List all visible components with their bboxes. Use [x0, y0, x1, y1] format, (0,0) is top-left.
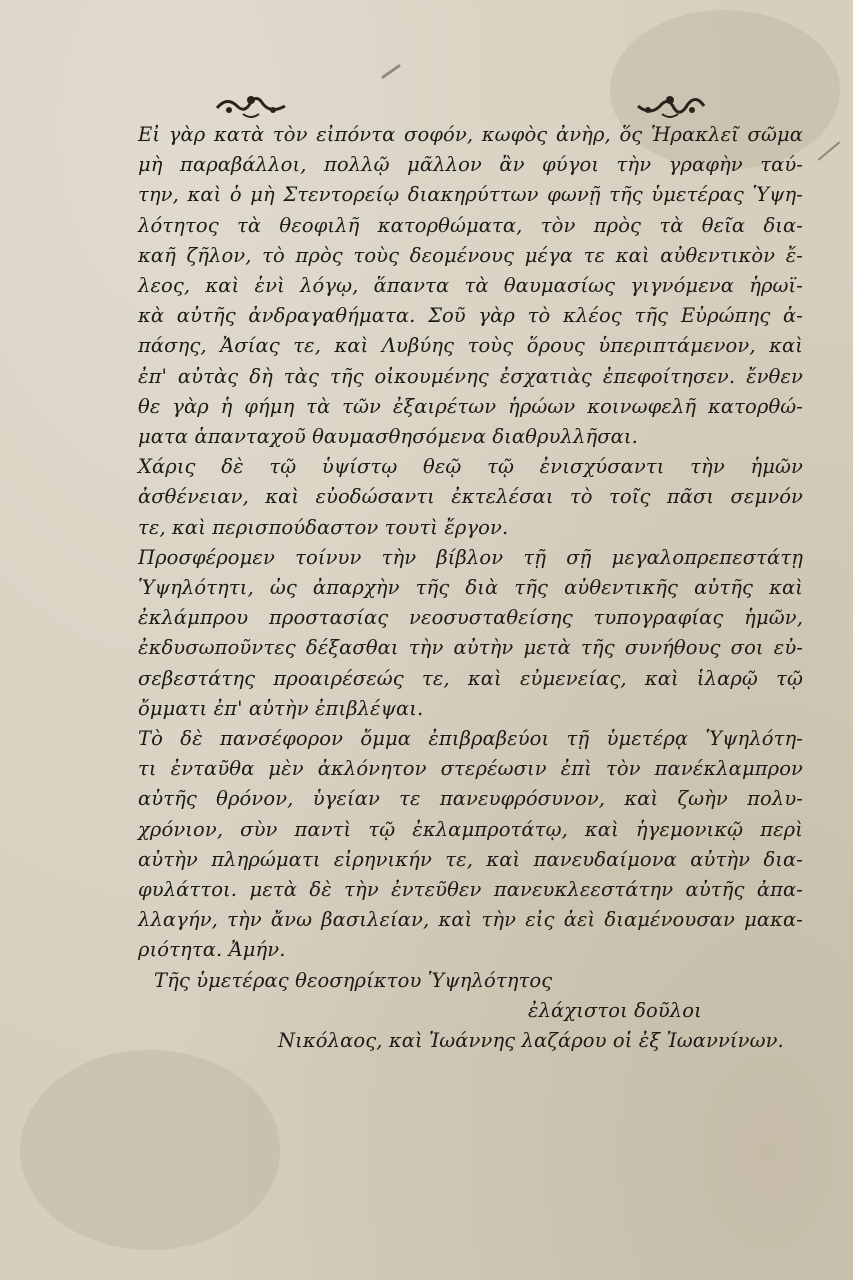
text-line: την, καὶ ὁ μὴ Στεντορείῳ διακηρύττων φωνῇ τῆς ὑμετέρας Ὑψη-	[138, 183, 803, 207]
text-line: ριότητα. Ἀμήν.	[138, 938, 286, 962]
text-line: ματα ἁπανταχοῦ θαυμασθησόμενα διαθρυλλῆσαι.	[138, 425, 638, 449]
paper-stain	[20, 1050, 280, 1250]
text-line: φυλάττοι. μετὰ δὲ τὴν ἐντεῦθεν πανευκλεεστάτην αὐτῆς ἀπα-	[138, 878, 803, 902]
text-line: λότητος τὰ θεοφιλῆ κατορθώματα, τὸν πρὸς τὰ θεῖα δια-	[138, 213, 803, 237]
text-line: Εἰ γὰρ κατὰ τὸν εἰπόντα σοφόν, κωφὸς ἀνὴρ, ὅς Ἡρακλεῖ σῶμα	[138, 123, 803, 146]
signature-line: Τῆς ὑμετέρας θεοσηρίκτου Ὑψηλότητος	[154, 968, 553, 992]
text-line: Τὸ δὲ πανσέφορον ὄμμα ἐπιβραβεύοι τῇ ὑμετέρᾳ Ὑψηλότη-	[138, 727, 803, 751]
paper-mark	[818, 141, 841, 161]
text-line: αὐτῆς θρόνον, ὑγείαν τε πανευφρόσυνον, καὶ ζωὴν πολυ-	[138, 787, 803, 811]
text-line: τι ἐνταῦθα μὲν ἀκλόνητον στερέωσιν ἐπὶ τὸν πανέκλαμπρον	[138, 757, 803, 781]
text-line: σεβεστάτης προαιρέσεώς τε, καὶ εὐμενείας, καὶ ἱλαρῷ τῷ	[138, 666, 803, 690]
text-line: Ὑψηλότητι, ὡς ἀπαρχὴν τῆς διὰ τῆς αὐθεντικῆς αὐτῆς καὶ	[138, 576, 803, 600]
text-line: ἐπ' αὐτὰς δὴ τὰς τῆς οἰκουμένης ἐσχατιὰς ἐπεφοίτησεν. ἔνθεν	[138, 364, 803, 388]
text-line: λλαγήν, τὴν ἄνω βασιλείαν, καὶ τὴν εἰς ἀεὶ διαμένουσαν μακα-	[138, 908, 803, 932]
text-line: αὐτὴν πληρώματι εἰρηνικήν τε, καὶ πανευδαίμονα αὐτὴν δια-	[138, 847, 803, 871]
text-line: μὴ παραβάλλοι, πολλῷ μᾶλλον ἂν φύγοι τὴν γραφὴν ταύ-	[138, 153, 803, 177]
text-line: χρόνιον, σὺν παντὶ τῷ ἐκλαμπροτάτῳ, καὶ ἡγεμονικῷ περὶ	[138, 817, 803, 841]
right-floral-ornament	[636, 92, 706, 120]
text-line: ὄμματι ἐπ' αὐτὴν ἐπιβλέψαι.	[138, 696, 424, 720]
text-line: κὰ αὐτῆς ἀνδραγαθήματα. Σοῦ γὰρ τὸ κλέος τῆς Εὐρώπης ἁ-	[138, 304, 803, 328]
text-line: θε γὰρ ἡ φήμη τὰ τῶν ἐξαιρέτων ἡρώων κοινωφελῆ κατορθώ-	[138, 394, 803, 418]
left-floral-ornament	[215, 92, 287, 120]
text-line: Χάρις δὲ τῷ ὑψίστῳ θεῷ τῷ ἐνισχύσαντι τὴν ἡμῶν	[138, 455, 803, 479]
text-line: πάσης, Ἀσίας τε, καὶ Λυβύης τοὺς ὅρους ὑπεριπτάμενον, καὶ	[138, 334, 803, 358]
paper-mark	[381, 64, 401, 79]
text-line: Προσφέρομεν τοίνυν τὴν βίβλον τῇ σῇ μεγαλοπρεπεστάτῃ	[138, 545, 803, 569]
text-line: ἐκλάμπρου προστασίας νεοσυσταθείσης τυπογραφίας ἡμῶν,	[138, 606, 803, 630]
text-line: καῆ ζῆλον, τὸ πρὸς τοὺς δεομένους μέγα τε καὶ αὐθεντικὸν ἔ-	[138, 243, 803, 267]
text-line: τε, καὶ περισπούδαστον τουτὶ ἔργον.	[138, 515, 509, 539]
dedication-text	[138, 120, 803, 1056]
signature-line: ἐλάχιστοι δοῦλοι	[528, 998, 702, 1022]
text-line: λεος, καὶ ἑνὶ λόγῳ, ἅπαντα τὰ θαυμασίως γιγνόμενα ἡρωϊ-	[138, 274, 803, 298]
text-line: ἀσθένειαν, καὶ εὐοδώσαντι ἐκτελέσαι τὸ τοῖς πᾶσι σεμνόν	[138, 485, 803, 509]
signature-names: Νικόλαος, καὶ Ἰωάννης λαζάρου οἱ ἐξ Ἰωαννίνων.	[278, 1029, 784, 1053]
text-line: ἐκδυσωποῦντες δέξασθαι τὴν αὐτὴν μετὰ τῆς συνήθους σοι εὐ-	[138, 636, 803, 660]
